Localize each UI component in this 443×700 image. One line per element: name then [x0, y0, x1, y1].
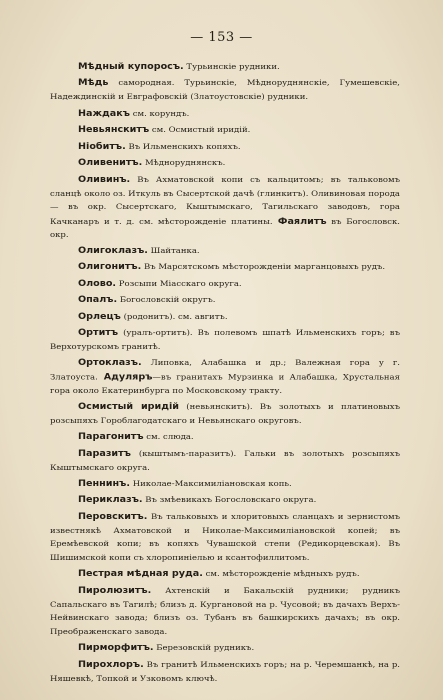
- entry-headword: Пирохлоръ.: [78, 659, 144, 670]
- mineral-entry: [50, 430, 400, 444]
- entry-headword: Олигонитъ.: [78, 261, 142, 272]
- entry-text: Богословскій округъ.: [117, 295, 216, 305]
- mineral-entry: [50, 173, 400, 241]
- entry-text: Николае-Максимиліановская копь.: [130, 479, 292, 489]
- entry-text: см. слюда.: [143, 432, 194, 442]
- entry-text: Въ Марсятскомъ мѣсторожденіи марганцовыхъ рудъ.: [141, 262, 386, 272]
- entry-subhead: Фаялитъ: [272, 216, 327, 226]
- mineral-entry: [50, 356, 400, 397]
- mineral-entry: [50, 493, 400, 507]
- entry-text: Въ Ахматовской копи съ кальцитомъ; въ тальковомъ сланцѣ около оз. Иткуль въ Сысертской дачѣ (глинкитъ). Оливиновая порода — въ окр. Сысертскаго, Кыштымскаго, Тагильскаго заводовъ, гора Качканаръ и т. д. см. мѣсторожденіе платины.: [50, 175, 400, 226]
- mineral-entry: [50, 107, 400, 121]
- entry-headword: Ортоклазъ.: [78, 358, 142, 368]
- entry-text: (родонитъ). см. авгитъ.: [120, 312, 228, 322]
- entry-text: Березовскій рудникъ.: [153, 643, 255, 653]
- entry-headword: Ортитъ: [78, 327, 119, 338]
- mineral-entry: [50, 326, 400, 353]
- mineral-entry: [50, 260, 400, 274]
- entry-headword: Оливенитъ.: [78, 157, 143, 168]
- entry-text: см. корундъ.: [130, 109, 190, 119]
- mineral-entry: [50, 447, 400, 474]
- entry-text: Въ Ильменскихъ копяхъ.: [125, 142, 241, 151]
- mineral-entry: [50, 293, 400, 307]
- mineral-entry: [50, 244, 400, 258]
- entry-text: Липовка, Алабашка и др.; Валежная гора у г. Златоуста.: [50, 358, 400, 383]
- entry-subtext: въ Богословск. окр.: [50, 217, 400, 240]
- entry-headword: Пестрая мѣдная руда.: [78, 569, 203, 579]
- entry-headword: Мѣдь: [78, 78, 109, 88]
- entry-text: (кыштымъ-паразитъ). Гальки въ золотыхъ розсыпяхъ Кыштымскаго округа.: [50, 449, 400, 472]
- mineral-entry: [50, 156, 400, 170]
- entry-headword: Невьянскитъ: [78, 124, 150, 135]
- entry-headword: Перовскитъ.: [78, 511, 148, 522]
- entry-headword: Пеннинъ.: [78, 478, 130, 489]
- mineral-entry: [50, 76, 400, 103]
- mineral-entry: [50, 400, 400, 427]
- entry-text: самородная. Турьинскіе, Мѣдноруднянскіе, Гумешевскіе, Надеждинскій и Евграфовскій (Златоустовскіе) рудники.: [50, 79, 400, 102]
- entry-headword: Олово.: [78, 278, 117, 289]
- mineral-entry: [50, 140, 400, 154]
- mineral-entry: [50, 510, 400, 565]
- mineral-entry: [50, 658, 400, 685]
- entry-headword: Пиролюзитъ.: [78, 585, 152, 596]
- mineral-entry: [50, 310, 400, 324]
- page-number: — 153 —: [190, 30, 253, 45]
- entry-text: Ахтенскій и Бакальскій рудники; рудникъ Сапальскаго въ Тагилѣ; близъ д. Кургановой на р. Чусовой; въ дачахъ Верхъ-Нейвинскаго завода; близъ оз. Тубанъ въ башкирскихъ дачахъ; въ окр. Преображенскаго завода.: [50, 586, 400, 637]
- mineral-entry: [50, 584, 400, 639]
- entry-text: Въ змѣевикахъ Богословскаго округа.: [142, 496, 317, 505]
- mineral-entry: [50, 641, 400, 655]
- entry-headword: Олигоклазъ.: [78, 245, 148, 256]
- mineral-entry: [50, 477, 400, 491]
- entry-headword: Парагонитъ: [78, 432, 144, 442]
- entry-text: (невьянскитъ). Въ золотыхъ и платиновыхъ розсыпяхъ Гороблагодатскаго и Невьянскаго округовъ.: [50, 402, 400, 426]
- entry-subtext: —въ гранитахъ Мурзинка и Алабашка, Хрустальная гора около Екатеринбурга по Московскому тракту.: [50, 373, 400, 396]
- entry-text: Шайтанка.: [147, 246, 200, 256]
- entry-text: Въ тальковыхъ и хлоритовыхъ сланцахъ и зернистомъ известнякѣ Ахматовской и Николае-Максимиліановской копей; въ Еремѣевской копи; въ копяхъ Чувашской степи (Редикорцевская). Въ Шишимской копи съ хлоропиніелью и ксантофиллитомъ.: [50, 512, 400, 563]
- entry-text: (уралъ-ортитъ). Въ полевомъ шпатѣ Ильменскихъ горъ; въ Верхотурскомъ гранитѣ.: [50, 328, 400, 352]
- entry-headword: Паразитъ: [78, 448, 131, 459]
- entry-text: Мѣдноруднянскъ.: [142, 158, 226, 168]
- entry-text: см. мѣсторожденіе мѣдныхъ рудъ.: [202, 570, 360, 579]
- entry-text: Розсыпи Міасскаго округа.: [116, 279, 242, 289]
- entry-headword: Наждакъ: [78, 108, 130, 119]
- entry-headword: Оливинъ.: [78, 174, 131, 184]
- entry-headword: Орлецъ: [78, 311, 121, 322]
- entry-text: Въ гранитѣ Ильменскихъ горъ; на р. Черемшанкѣ, на р. Няшевкѣ, Топкой и Узковомъ ключѣ.: [50, 660, 400, 683]
- entry-text: см. Осмистый иридій.: [149, 125, 251, 135]
- entry-text: Турьинскіе рудники.: [183, 62, 280, 72]
- entry-subhead: Адуляръ: [97, 372, 153, 383]
- entry-headword: Мѣдный купоросъ.: [78, 61, 184, 72]
- entry-headword: Опалъ.: [78, 294, 118, 305]
- entry-headword: Периклазъ.: [78, 495, 143, 505]
- entry-headword: Ніобитъ.: [78, 141, 126, 151]
- entry-headword: Осмистый иридій: [78, 401, 180, 412]
- entry-headword: Пирморфитъ.: [78, 643, 154, 653]
- mineral-entry: [50, 567, 400, 581]
- mineral-entry: [50, 60, 400, 74]
- mineral-entry: [50, 277, 400, 291]
- mineral-entry: [50, 123, 400, 137]
